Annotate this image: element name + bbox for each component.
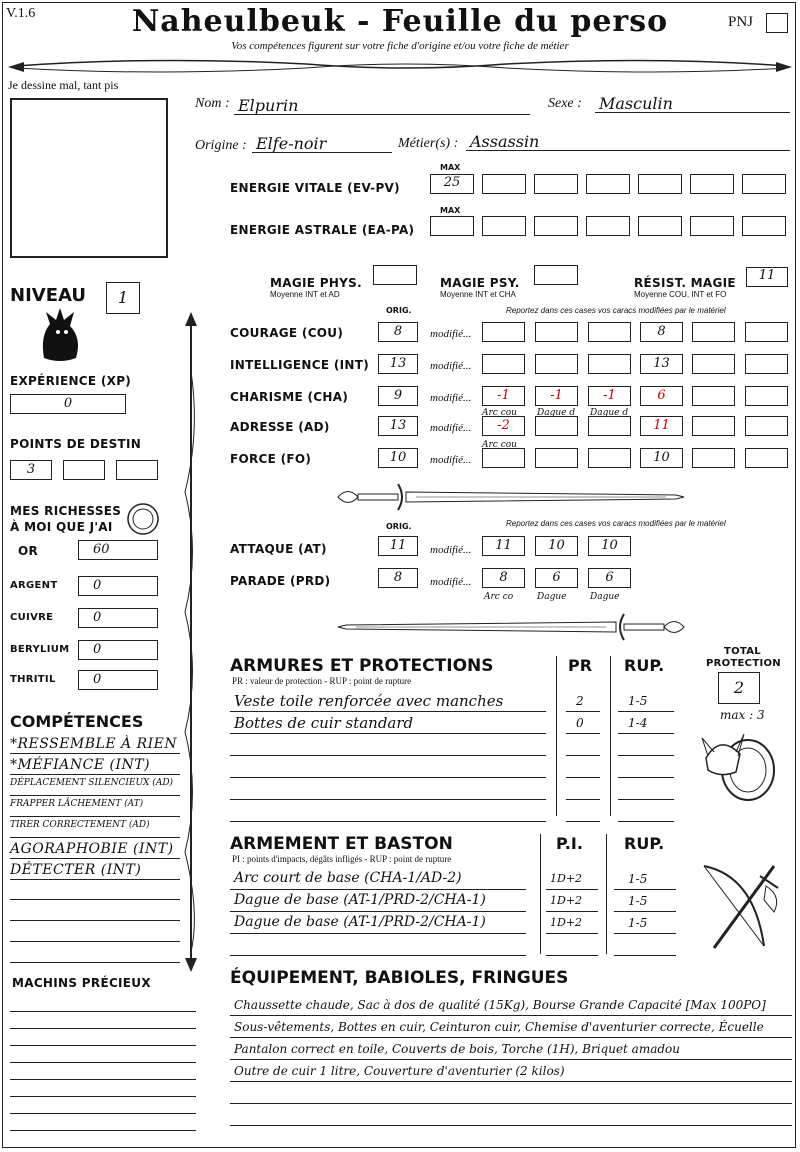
skill-line: [10, 940, 180, 942]
skill-line: [10, 898, 180, 900]
combat-mod-box[interactable]: [535, 568, 578, 588]
total-protection-label-2: PROTECTION: [706, 658, 781, 669]
richesses-label-2: À MOI QUE J'AI: [10, 520, 113, 534]
armor-row-line[interactable]: [230, 776, 546, 778]
origine-value: Elfe-noir: [256, 134, 327, 153]
destin-box-1[interactable]: 3: [10, 460, 52, 480]
weapon-pi: 1D+2: [550, 916, 583, 929]
skill-item: DÉTECTER (INT): [10, 862, 142, 878]
armor-rup-line[interactable]: [618, 798, 674, 800]
weapon-pi-line[interactable]: [546, 888, 598, 890]
weapon-rup-line[interactable]: [614, 932, 676, 934]
skill-line: [10, 919, 180, 921]
weapon-row-line[interactable]: [230, 910, 526, 912]
weapon-pi-line[interactable]: [546, 954, 598, 956]
stat-mod-box[interactable]: [692, 416, 735, 436]
destin-label: POINTS DE DESTIN: [10, 437, 142, 451]
skill-item: FRAPPER LÂCHEMENT (AT): [10, 799, 144, 809]
valuable-line[interactable]: [10, 1095, 196, 1097]
stat-mod-box[interactable]: [692, 354, 735, 374]
machins-precieux-title: MACHINS PRÉCIEUX: [12, 976, 151, 990]
stat-orig-box[interactable]: [378, 416, 418, 436]
stat-orig-box[interactable]: [378, 386, 418, 406]
dragon-icon: [36, 306, 84, 364]
stat-mod-box[interactable]: [482, 322, 525, 342]
nom-label: Nom :: [195, 96, 230, 111]
armor-rup: 1-5: [628, 694, 648, 708]
weapon-rup-line[interactable]: [614, 910, 676, 912]
portrait-box[interactable]: [10, 98, 168, 258]
armor-pr-line[interactable]: [566, 754, 600, 756]
combat-label: PARADE (PRD): [230, 574, 331, 588]
wealth-value: 0: [93, 672, 102, 687]
skill-item: AGORAPHOBIE (INT): [10, 841, 174, 857]
armor-pr-line[interactable]: [566, 710, 600, 712]
stat-mod-box[interactable]: [640, 448, 683, 468]
wealth-box[interactable]: [78, 576, 158, 596]
cha-note: Dague d: [590, 408, 629, 418]
combat-mod-value: 8: [499, 570, 508, 585]
sexe-value: Masculin: [599, 94, 673, 113]
wealth-value: 0: [93, 578, 102, 593]
stat-label: INTELLIGENCE (INT): [230, 358, 369, 372]
stat-mod-box[interactable]: [482, 386, 525, 406]
skill-line: [10, 773, 180, 775]
skill-line: [10, 794, 180, 796]
armor-subtitle: PR : valeur de protection - RUP : point de rupture: [232, 676, 412, 686]
armor-row-line[interactable]: [230, 754, 546, 756]
wealth-label: THRITIL: [10, 674, 56, 685]
equipment-line[interactable]: [230, 1014, 792, 1016]
stat-mod-value: -1: [550, 388, 563, 403]
combat-mod-box[interactable]: [482, 568, 525, 588]
ea-track-box[interactable]: [638, 216, 682, 236]
stat-mod-box[interactable]: [745, 386, 788, 406]
wealth-box[interactable]: [78, 640, 158, 660]
weapon-name: Arc court de base (CHA-1/AD-2): [234, 870, 462, 886]
max-protection-note: max : 3: [720, 708, 765, 722]
modifie-label: modifié...: [430, 360, 472, 372]
stat-orig-value: 9: [393, 388, 403, 403]
valuable-line[interactable]: [10, 1078, 196, 1080]
magie-phys-sub: Moyenne INT et AD: [270, 290, 340, 299]
skill-line: [10, 815, 180, 817]
stat-label: COURAGE (COU): [230, 326, 344, 340]
stat-mod-value: 11: [653, 418, 670, 433]
stat-mod-box[interactable]: [745, 322, 788, 342]
stat-orig-value: 13: [389, 356, 407, 371]
combat-orig-box[interactable]: [378, 536, 418, 556]
stat-mod-value: -1: [497, 388, 510, 403]
wealth-box[interactable]: [78, 540, 158, 560]
ev-track-box[interactable]: [742, 174, 786, 194]
stats-report-note: Reportez dans ces cases vos caracs modifiées par le matériel: [506, 306, 726, 315]
stat-mod-box[interactable]: [482, 448, 525, 468]
weapon-rup-line[interactable]: [614, 888, 676, 890]
stat-mod-box[interactable]: [588, 448, 631, 468]
stat-mod-box[interactable]: [588, 416, 631, 436]
armor-row-line[interactable]: [230, 710, 546, 712]
nom-value: Elpurin: [238, 96, 299, 115]
richesses-label-1: MES RICHESSES: [10, 504, 122, 518]
weapon-rup: 1-5: [628, 894, 648, 908]
armor-pr: 0: [576, 716, 584, 730]
resist-magie-sub: Moyenne COU, INT et FO: [634, 290, 727, 299]
weapons-title: ARMEMENT ET BASTON: [230, 834, 453, 854]
combat-mod-value: 10: [548, 538, 565, 553]
skill-item: *RESSEMBLE À RIEN: [10, 736, 178, 752]
wealth-value: 60: [93, 542, 110, 557]
combat-mod-box[interactable]: [482, 536, 525, 556]
stat-mod-box[interactable]: [588, 386, 631, 406]
armor-rup-line[interactable]: [618, 754, 674, 756]
stat-mod-box[interactable]: [482, 416, 525, 436]
weapons-col-rup: RUP.: [624, 834, 665, 853]
valuable-line[interactable]: [10, 1129, 196, 1131]
weapon-row-line[interactable]: [230, 932, 526, 934]
skill-line: [10, 878, 180, 880]
weapon-rup: 1-5: [628, 872, 648, 886]
modifie-label: modifié...: [430, 328, 472, 340]
ev-track-box[interactable]: [586, 174, 630, 194]
cha-note: Dague d: [537, 408, 576, 418]
skill-item: TIRER CORRECTEMENT (AD): [10, 820, 150, 830]
combat-mod-value: 6: [552, 570, 561, 585]
equipment-line[interactable]: [230, 1058, 792, 1060]
combat-orig-box[interactable]: [378, 568, 418, 588]
weapon-row-line[interactable]: [230, 888, 526, 890]
stat-label: CHARISME (CHA): [230, 390, 349, 404]
helmet-shield-icon: [700, 726, 780, 806]
weapon-pi: 1D+2: [550, 872, 583, 885]
xp-box[interactable]: 0: [10, 394, 126, 414]
skill-item: *MÉFIANCE (INT): [10, 757, 151, 773]
armor-divider-2: [610, 656, 611, 816]
combat-note: Arc co: [484, 592, 514, 602]
niveau-box[interactable]: 1: [106, 282, 140, 314]
stat-mod-box[interactable]: [692, 386, 735, 406]
armor-row-line[interactable]: [230, 732, 546, 734]
stat-mod-box[interactable]: [692, 448, 735, 468]
armor-rup-line[interactable]: [618, 776, 674, 778]
valuable-line[interactable]: [10, 1010, 196, 1012]
ev-max-box[interactable]: 25: [430, 174, 474, 194]
weapon-row-line[interactable]: [230, 954, 526, 956]
ea-track-box[interactable]: [586, 216, 630, 236]
stat-mod-box[interactable]: [535, 386, 578, 406]
stat-label: ADRESSE (AD): [230, 420, 330, 434]
wealth-value: 0: [93, 610, 102, 625]
weapons-divider-1: [540, 834, 541, 954]
stat-orig-box[interactable]: [378, 322, 418, 342]
stat-mod-box[interactable]: [692, 322, 735, 342]
wealth-label: CUIVRE: [10, 612, 54, 623]
stat-mod-value: -2: [497, 418, 510, 433]
wealth-box[interactable]: [78, 670, 158, 690]
ea-max-box[interactable]: [430, 216, 474, 236]
combat-orig-value: 11: [389, 538, 407, 553]
equipment-item: Chaussette chaude, Sac à dos de qualité (15Kg), Bourse Grande Capacité [Max 100PO]: [234, 998, 766, 1012]
metier-value: Assassin: [470, 132, 540, 151]
sword-ornament-1: [336, 480, 686, 514]
equipment-line[interactable]: [230, 1124, 792, 1126]
equipment-item: Pantalon correct en toile, Couverts de bois, Torche (1H), Briquet amadou: [234, 1042, 681, 1056]
stat-mod-box[interactable]: [640, 322, 683, 342]
pnj-checkbox[interactable]: [766, 13, 788, 33]
stat-mod-value: 13: [653, 356, 670, 371]
armor-row-line[interactable]: [230, 798, 546, 800]
stat-orig-value: 8: [393, 324, 403, 339]
skill-item: DÉPLACEMENT SILENCIEUX (AD): [10, 778, 174, 788]
stat-label: FORCE (FO): [230, 452, 312, 466]
combat-note: Dague: [537, 592, 567, 602]
stat-mod-box[interactable]: [482, 354, 525, 374]
armor-pr-line[interactable]: [566, 732, 600, 734]
combat-mod-box[interactable]: [535, 536, 578, 556]
combat-label: ATTAQUE (AT): [230, 542, 327, 556]
armor-rup-line[interactable]: [618, 710, 674, 712]
stat-mod-box[interactable]: [535, 354, 578, 374]
weapons-subtitle: PI : points d'impacts, dégâts infligés - RUP : point de rupture: [232, 854, 452, 864]
niveau-label: NIVEAU: [10, 285, 86, 306]
destin-box-2[interactable]: [63, 460, 105, 480]
stat-orig-value: 13: [389, 418, 407, 433]
xp-label: EXPÉRIENCE (XP): [10, 374, 132, 388]
equipment-item: Sous-vêtements, Bottes en cuir, Ceinturon cuir, Chemise d'aventurier correcte, Écuelle: [234, 1020, 764, 1034]
portrait-caption: Je dessine mal, tant pis: [8, 78, 119, 92]
destin-box-3[interactable]: [116, 460, 158, 480]
armor-pr: 2: [576, 694, 584, 708]
sexe-label: Sexe :: [548, 96, 582, 111]
equipment-line[interactable]: [230, 1102, 792, 1104]
ea-label: ENERGIE ASTRALE (EA-PA): [230, 223, 415, 237]
ev-track-box[interactable]: [690, 174, 734, 194]
ea-track-box[interactable]: [742, 216, 786, 236]
modifie-label: modifié...: [430, 392, 472, 404]
weapon-rup-line[interactable]: [614, 954, 676, 956]
valuable-line[interactable]: [10, 1061, 196, 1063]
armor-name: Veste toile renforcée avec manches: [234, 692, 504, 710]
equipment-title: ÉQUIPEMENT, BABIOLES, FRINGUES: [230, 968, 569, 988]
combat-orig-value: 8: [393, 570, 403, 585]
armor-pr-line[interactable]: [566, 820, 600, 822]
weapons-col-pi: P.I.: [556, 834, 583, 853]
combat-report-note: Reportez dans ces cases vos caracs modifiées par le matériel: [506, 519, 726, 528]
stat-mod-box[interactable]: [745, 354, 788, 374]
stat-mod-value: 10: [653, 450, 670, 465]
combat-orig-label: ORIG.: [386, 522, 412, 531]
magie-psy-label: MAGIE PSY.: [440, 276, 520, 290]
stats-orig-label: ORIG.: [386, 306, 412, 315]
modifie-label: modifié...: [430, 544, 472, 556]
valuable-line[interactable]: [10, 1112, 196, 1114]
weapon-rup: 1-5: [628, 916, 648, 930]
combat-mod-box[interactable]: [588, 568, 631, 588]
ev-max-label: MAX: [440, 163, 461, 172]
cha-note: Arc cou: [482, 408, 517, 418]
stat-orig-box[interactable]: [378, 354, 418, 374]
metier-label: Métier(s) :: [398, 136, 459, 151]
resist-magie-label: RÉSIST. MAGIE: [634, 276, 736, 290]
armor-rup: 1-4: [628, 716, 648, 730]
ea-track-box[interactable]: [690, 216, 734, 236]
stat-orig-value: 10: [389, 450, 407, 465]
wealth-label: ARGENT: [10, 580, 58, 591]
origine-field[interactable]: [252, 134, 392, 153]
stat-orig-box[interactable]: [378, 448, 418, 468]
combat-mod-box[interactable]: [588, 536, 631, 556]
stat-mod-box[interactable]: [640, 386, 683, 406]
magie-psy-sub: Moyenne INT et CHA: [440, 290, 516, 299]
weapons-divider-2: [606, 834, 607, 954]
stat-mod-box[interactable]: [745, 448, 788, 468]
ad-note: Arc cou: [482, 440, 517, 450]
weapon-pi-line[interactable]: [546, 932, 598, 934]
stat-mod-box[interactable]: [588, 322, 631, 342]
stat-mod-value: 8: [657, 324, 666, 339]
stat-mod-box[interactable]: [535, 322, 578, 342]
stat-mod-box[interactable]: [745, 416, 788, 436]
ev-track-box[interactable]: [638, 174, 682, 194]
weapon-pi: 1D+2: [550, 894, 583, 907]
wealth-value: 0: [93, 642, 102, 657]
wealth-label: BERYLIUM: [10, 644, 70, 655]
ea-track-box[interactable]: [482, 216, 526, 236]
wealth-box[interactable]: [78, 608, 158, 628]
armor-pr-line[interactable]: [566, 798, 600, 800]
pnj-label: PNJ: [728, 14, 754, 30]
weapon-name: Dague de base (AT-1/PRD-2/CHA-1): [234, 914, 486, 930]
equipment-item: Outre de cuir 1 litre, Couverture d'aventurier (2 kilos): [234, 1064, 565, 1078]
ea-track-box[interactable]: [534, 216, 578, 236]
nom-field[interactable]: [234, 96, 530, 115]
stat-mod-box[interactable]: [535, 416, 578, 436]
vine-ornament: [6, 52, 794, 82]
total-protection-label-1: TOTAL: [724, 646, 761, 657]
origine-label: Origine :: [195, 138, 247, 153]
magie-phys-box[interactable]: [373, 265, 417, 285]
armor-divider-1: [556, 656, 557, 816]
combat-mod-value: 10: [601, 538, 618, 553]
armor-title: ARMURES ET PROTECTIONS: [230, 656, 494, 676]
armor-rup-line[interactable]: [618, 820, 674, 822]
magie-psy-box[interactable]: [534, 265, 578, 285]
equipment-line[interactable]: [230, 1080, 792, 1082]
stat-mod-box[interactable]: [535, 448, 578, 468]
ev-label: ENERGIE VITALE (EV-PV): [230, 181, 400, 195]
armor-name: Bottes de cuir standard: [234, 714, 414, 732]
stat-mod-value: 6: [657, 388, 666, 403]
total-protection-box[interactable]: 2: [718, 672, 760, 704]
ev-track-box[interactable]: [482, 174, 526, 194]
metier-field[interactable]: [466, 132, 790, 151]
coin-icon: [126, 502, 160, 536]
equipment-line[interactable]: [230, 1036, 792, 1038]
equipment-line[interactable]: [230, 1146, 792, 1148]
armor-col-pr: PR: [568, 656, 593, 675]
sword-ornament-2: [336, 610, 686, 644]
armor-pr-line[interactable]: [566, 776, 600, 778]
armor-col-rup: RUP.: [624, 656, 665, 675]
stat-mod-box[interactable]: [588, 354, 631, 374]
armor-row-line[interactable]: [230, 820, 546, 822]
version-label: V.1.6: [6, 6, 36, 21]
weapon-pi-line[interactable]: [546, 910, 598, 912]
modifie-label: modifié...: [430, 454, 472, 466]
stat-mod-box[interactable]: [640, 416, 683, 436]
weapon-name: Dague de base (AT-1/PRD-2/CHA-1): [234, 892, 486, 908]
combat-mod-value: 11: [495, 538, 512, 553]
page-title: Naheulbeuk - Feuille du perso: [131, 4, 669, 39]
stat-mod-value: -1: [603, 388, 616, 403]
sexe-field[interactable]: [595, 94, 790, 113]
modifie-label: modifié...: [430, 422, 472, 434]
magie-phys-label: MAGIE PHYS.: [270, 276, 362, 290]
combat-mod-value: 6: [605, 570, 614, 585]
skill-line: [10, 961, 180, 963]
ea-max-label: MAX: [440, 206, 461, 215]
spear-ornament: [182, 312, 200, 972]
skill-line: [10, 752, 180, 754]
stat-mod-box[interactable]: [640, 354, 683, 374]
modifie-label: modifié...: [430, 576, 472, 588]
skill-line: [10, 836, 180, 838]
valuable-line[interactable]: [10, 1044, 196, 1046]
ev-track-box[interactable]: [534, 174, 578, 194]
armor-rup-line[interactable]: [618, 732, 674, 734]
skill-line: [10, 857, 180, 859]
resist-magie-box[interactable]: 11: [746, 267, 788, 287]
crossed-weapons-icon: [694, 856, 784, 956]
combat-note: Dague: [590, 592, 620, 602]
competences-title: COMPÉTENCES: [10, 712, 144, 731]
wealth-label: OR: [18, 544, 39, 558]
page-subtitle: Vos compétences figurent sur votre fiche d'origine et/ou votre fiche de métier: [231, 40, 569, 52]
valuable-line[interactable]: [10, 1027, 196, 1029]
